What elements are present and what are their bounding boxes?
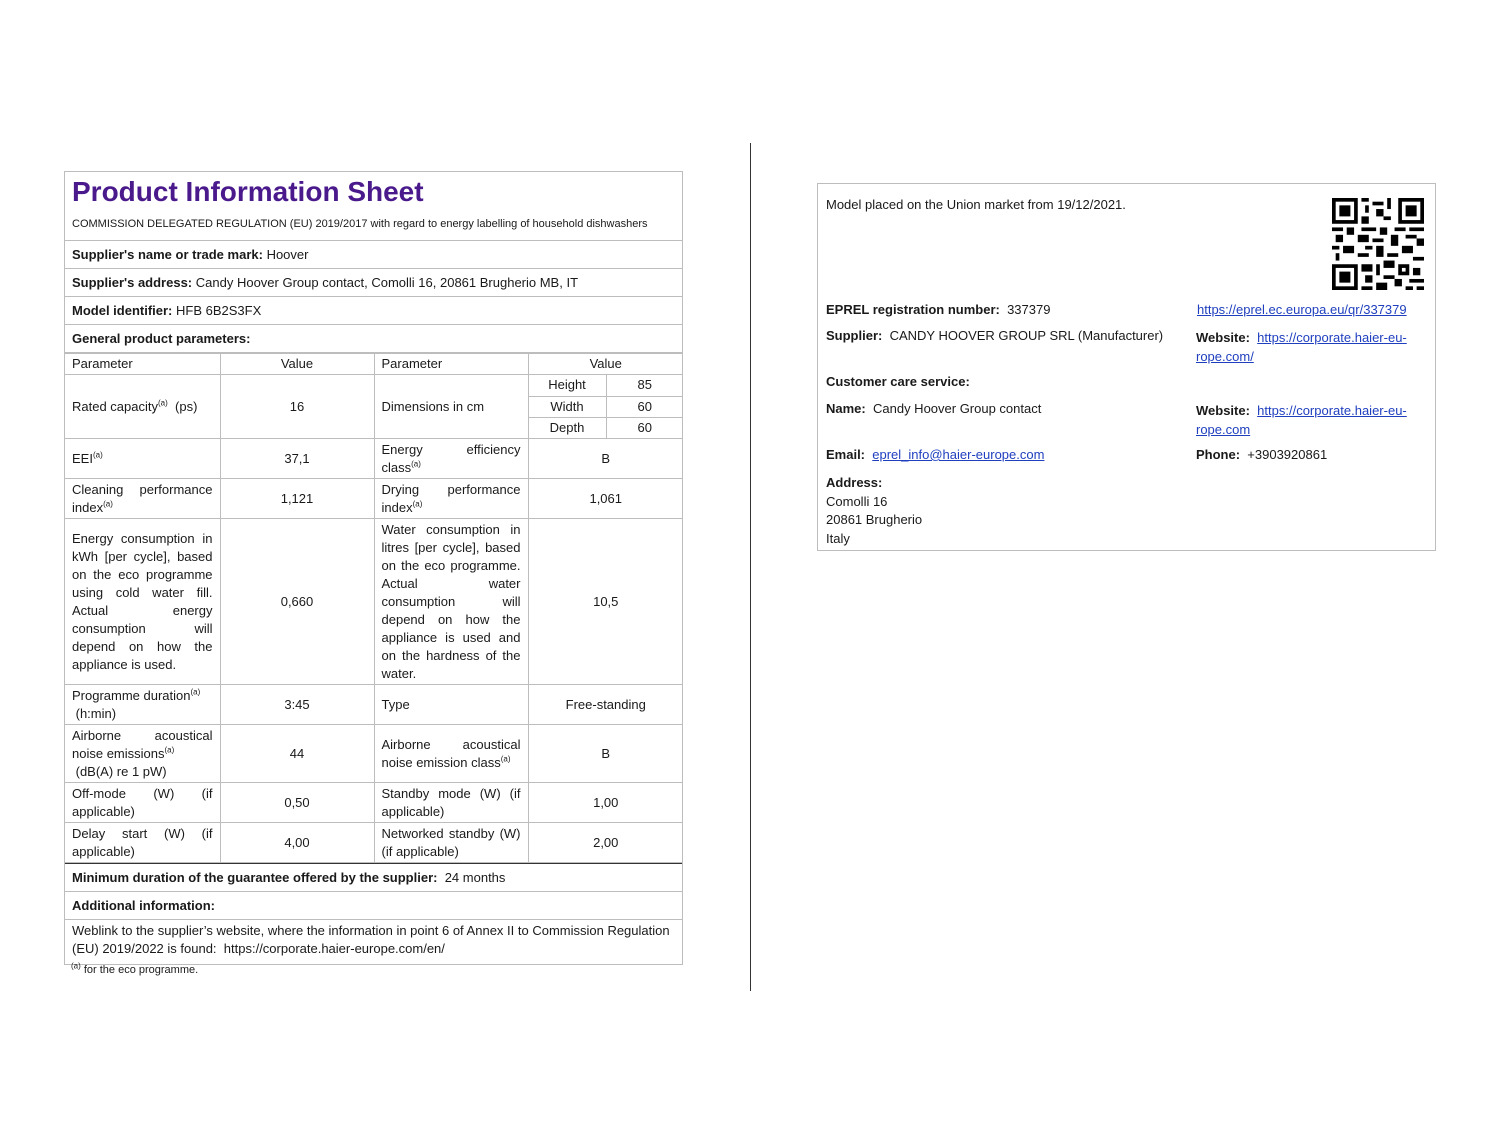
- email-link[interactable]: eprel_info@haier-europe.com: [872, 447, 1045, 462]
- footnote-ref: (a): [103, 499, 113, 509]
- header-value-2: Value: [528, 354, 683, 375]
- dimensions-subtable: [529, 375, 684, 438]
- footnote-ref: (a): [158, 398, 168, 408]
- supplier-website: [1196, 328, 1407, 366]
- height-value: 85: [606, 375, 683, 396]
- footnote-ref: (a): [164, 745, 175, 755]
- energy-consumption-value: 0,660: [220, 519, 374, 685]
- customer-care-label: Customer care service:: [826, 374, 970, 389]
- noise-value: 44: [220, 725, 374, 783]
- guarantee-value: 24 months: [444, 870, 506, 885]
- email-label: Email:: [826, 447, 866, 462]
- eei-label: [65, 439, 220, 479]
- contact-website: [1196, 401, 1407, 439]
- address-line-1: Comolli 16: [826, 493, 888, 509]
- supplier-website-link-cont[interactable]: rope.com/: [1196, 349, 1254, 364]
- cleaning-index-value: 1,121: [220, 479, 374, 519]
- footnote-text: for the eco programme.: [83, 964, 199, 976]
- off-mode-value: 0,50: [220, 783, 374, 823]
- name-label: Name:: [826, 401, 866, 416]
- eprel-label: EPREL registration number:: [826, 302, 1000, 317]
- page-divider: [750, 143, 751, 991]
- supplier-label: Supplier:: [826, 328, 883, 343]
- networked-standby-value: 2,00: [528, 823, 683, 863]
- delay-start-value: 4,00: [220, 823, 374, 863]
- delay-start-label: Delay start (W) (if applicable): [65, 823, 220, 863]
- height-label: Height: [529, 375, 607, 396]
- energy-class-label: [374, 439, 528, 479]
- eprel-link[interactable]: [1197, 302, 1407, 317]
- email-row: [826, 447, 1044, 462]
- eprel-link-text[interactable]: https://eprel.ec.europa.eu/qr/337379: [1197, 302, 1407, 317]
- supplier-address-row: [65, 269, 682, 297]
- product-information-sheet: [64, 171, 683, 965]
- noise-text: Airborne acoustical noise emissions: [72, 727, 213, 761]
- supplier-name: Hoover: [266, 247, 309, 262]
- eprel-row: [826, 302, 1050, 317]
- drying-index-value: 1,061: [528, 479, 683, 519]
- footnote-ref: (a): [412, 499, 423, 509]
- supplier-address-label: Supplier's address:: [72, 275, 193, 290]
- noise-label: [65, 725, 220, 783]
- programme-duration-value: 3:45: [220, 685, 374, 725]
- eprel-number: 337379: [1007, 302, 1051, 317]
- noise-class-text: Airborne acoustical noise emission class: [381, 736, 521, 770]
- address-line-2: 20861 Brugherio: [826, 512, 923, 527]
- address-line-3: Italy: [826, 530, 850, 546]
- weblink-row: [65, 920, 682, 964]
- address-block: [826, 474, 922, 548]
- width-label: Width: [529, 396, 607, 417]
- rated-capacity-unit: (ps): [175, 398, 198, 414]
- general-params-label: General product parameters:: [72, 331, 251, 346]
- networked-standby-label: Networked standby (W) (if applicable): [374, 823, 528, 863]
- cleaning-index-text: Cleaning performance index: [72, 481, 213, 515]
- weblink-text: Weblink to the supplier’s website, where the information in point 6 of Annex II to Commission Regulation (EU) 2019/2022 is found:: [72, 923, 670, 956]
- page-title: Product Information Sheet: [72, 176, 424, 207]
- width-value: 60: [606, 396, 683, 417]
- eei-text: EEI: [72, 450, 93, 466]
- customer-care-heading: [826, 374, 970, 389]
- additional-info-row: [65, 892, 682, 920]
- type-label: Type: [374, 685, 528, 725]
- drying-index-label: [374, 479, 528, 519]
- model-identifier: HFB 6B2S3FX: [176, 303, 262, 318]
- supplier-website-link[interactable]: https://corporate.haier-eu-: [1257, 330, 1407, 345]
- contact-website-link-cont[interactable]: rope.com: [1196, 422, 1251, 437]
- footnote-ref: (a): [190, 687, 201, 697]
- footnote-ref: (a): [92, 450, 103, 460]
- phone-value: +3903920861: [1247, 447, 1328, 462]
- supplier-name-label: Supplier's name or trade mark:: [72, 247, 263, 262]
- rated-capacity-label: [65, 375, 220, 439]
- programme-duration-text: Programme duration: [72, 687, 191, 703]
- drying-index-text: Drying performance index: [381, 481, 521, 515]
- noise-class-label: [374, 725, 528, 783]
- energy-consumption-label: Energy consumption in kWh [per cycle], based on the eco programme using cold water fill. Actual energy consumption will depend on how the appliance is used.: [65, 519, 220, 685]
- eprel-card: [817, 183, 1436, 551]
- water-consumption-label: Water consumption in litres [per cycle], based on the eco programme. Actual water consumption will depend on how the appliance is used and on the hardness of the water.: [374, 519, 528, 685]
- off-mode-label: Off-mode (W) (if applicable): [65, 783, 220, 823]
- header-parameter-2: Parameter: [374, 354, 528, 375]
- footnote-ref: (a): [411, 459, 421, 469]
- noise-class-value: B: [528, 725, 683, 783]
- address-label: Address:: [826, 475, 883, 490]
- water-consumption-value: 10,5: [528, 519, 683, 685]
- website-label: Website:: [1196, 330, 1250, 345]
- energy-class-text: Energy efficiency class: [381, 441, 521, 475]
- energy-class-value: B: [528, 439, 683, 479]
- weblink-url: https://corporate.haier-europe.com/en/: [223, 941, 445, 956]
- contact-name-row: [826, 401, 1041, 416]
- supplier-address: Candy Hoover Group contact, Comolli 16, 20861 Brugherio MB, IT: [195, 275, 579, 290]
- depth-value: 60: [637, 419, 652, 435]
- depth-label: Depth: [529, 417, 607, 438]
- website-label: Website:: [1196, 403, 1250, 418]
- header-parameter-1: Parameter: [65, 354, 220, 375]
- parameters-table: [65, 353, 683, 863]
- footnote: [71, 961, 199, 976]
- dimensions-cell: [528, 375, 683, 439]
- phone-label: Phone:: [1196, 447, 1241, 462]
- header-value-1: Value: [220, 354, 374, 375]
- footnote-ref: (a): [500, 754, 511, 764]
- supplier-value: CANDY HOOVER GROUP SRL (Manufacturer): [889, 328, 1164, 343]
- eei-value: 37,1: [220, 439, 374, 479]
- standby-value: 1,00: [528, 783, 683, 823]
- noise-unit: (dB(A) re 1 pW): [75, 763, 167, 779]
- general-params-heading: [65, 325, 682, 353]
- dimensions-label: Dimensions in cm: [374, 375, 528, 439]
- qr-code-icon: [1332, 198, 1424, 290]
- regulation-subtitle: COMMISSION DELEGATED REGULATION (EU) 2019/2017 with regard to energy labelling of household dishwashers: [65, 210, 682, 241]
- standby-label: Standby mode (W) (if applicable): [374, 783, 528, 823]
- rated-capacity-text: Rated capacity: [72, 398, 158, 414]
- footnote-mark: (a): [71, 961, 81, 971]
- programme-duration-unit: (h:min): [75, 705, 117, 721]
- programme-duration-label: [65, 685, 220, 725]
- contact-website-link[interactable]: https://corporate.haier-eu-: [1257, 403, 1407, 418]
- contact-name: Candy Hoover Group contact: [872, 401, 1042, 416]
- phone-row: [1196, 447, 1327, 462]
- guarantee-label: Minimum duration of the guarantee offered by the supplier:: [72, 870, 438, 885]
- additional-info-label: Additional information:: [72, 898, 215, 913]
- market-date: Model placed on the Union market from 19/12/2021.: [826, 197, 1126, 212]
- model-label: Model identifier:: [72, 303, 173, 318]
- model-row: [65, 297, 682, 325]
- supplier-row: [826, 328, 1163, 343]
- type-value: Free-standing: [528, 685, 683, 725]
- cleaning-index-label: [65, 479, 220, 519]
- guarantee-row: [65, 863, 682, 892]
- rated-capacity-value: 16: [220, 375, 374, 439]
- supplier-name-row: [65, 241, 682, 269]
